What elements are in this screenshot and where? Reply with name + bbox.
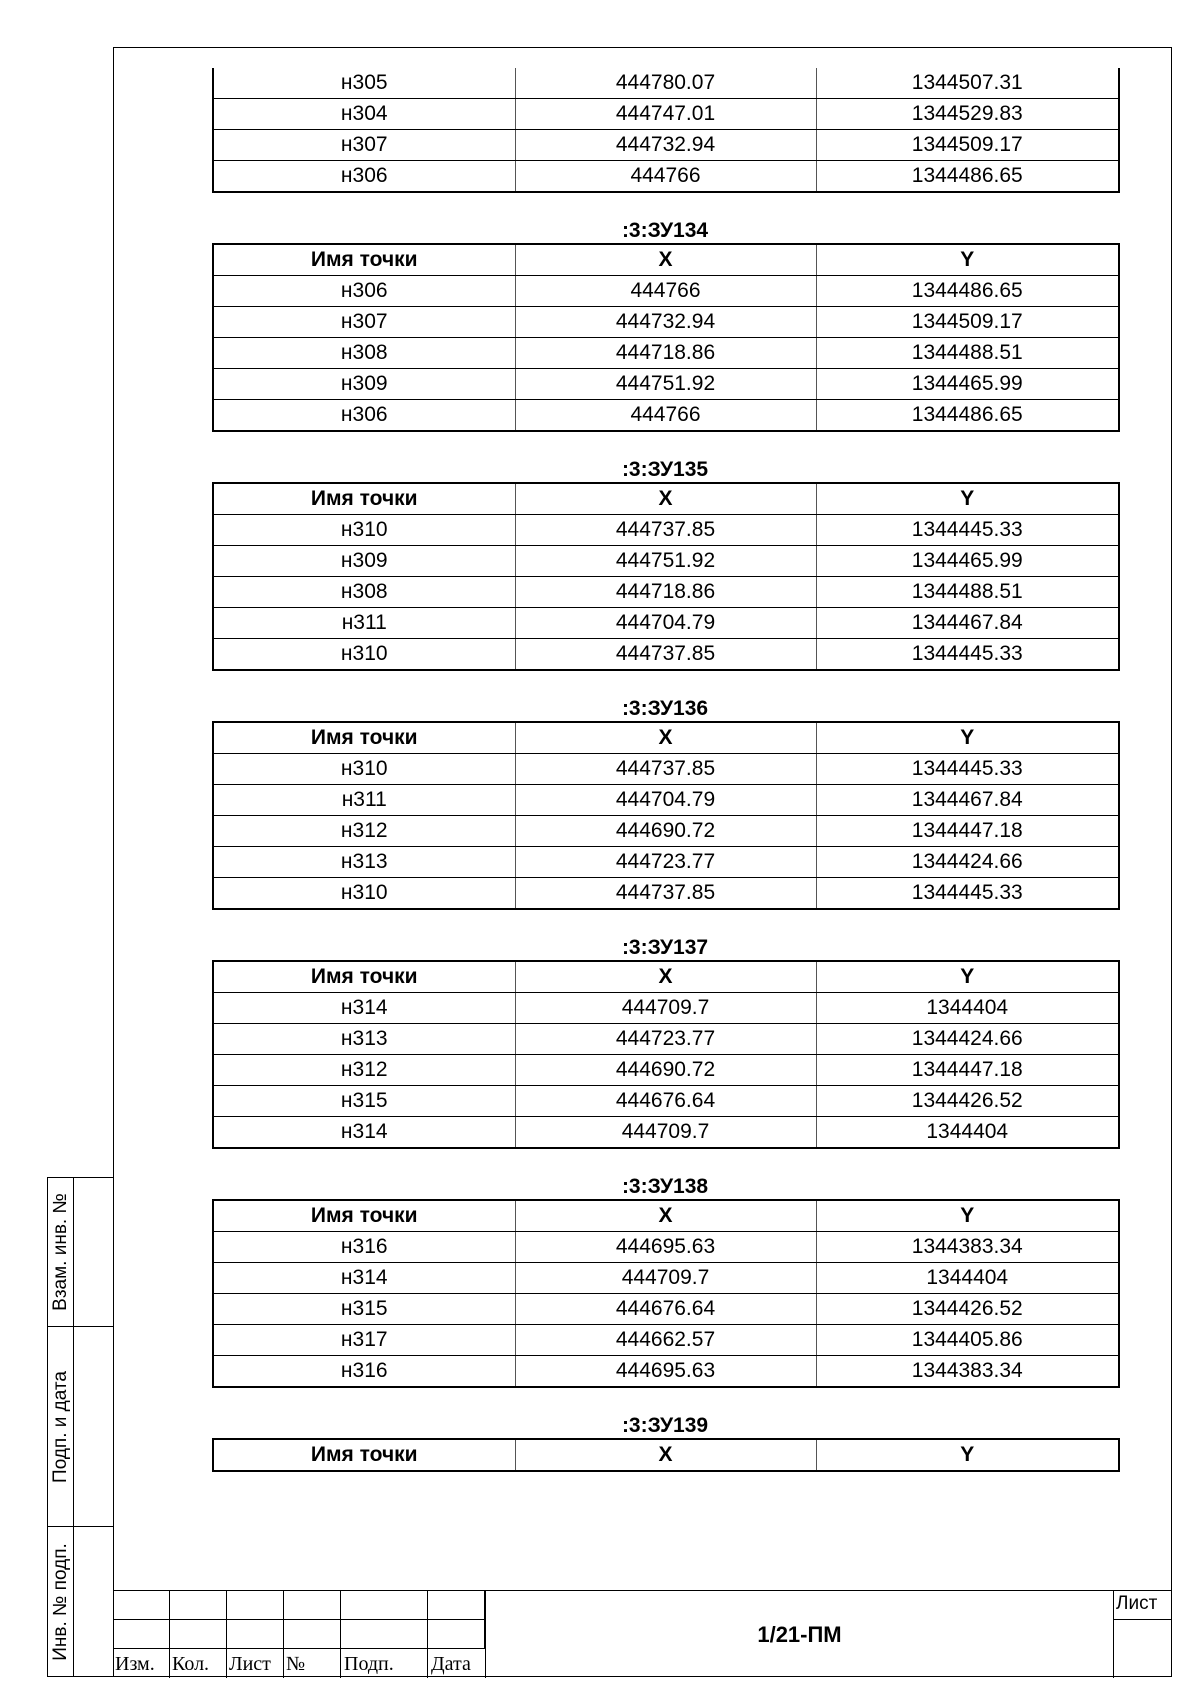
x-cell: 444766	[515, 400, 816, 432]
y-cell: 1344467.84	[816, 785, 1119, 816]
y-cell: 1344426.52	[816, 1086, 1119, 1117]
header-row	[213, 722, 1119, 754]
title-block-kol: Кол.	[172, 1653, 210, 1675]
y-cell: 1344445.33	[816, 878, 1119, 910]
parcel-block	[212, 458, 1118, 671]
point-name-cell: н310	[213, 639, 515, 671]
parcel-block	[212, 936, 1118, 1149]
y-cell: 1344467.84	[816, 608, 1119, 639]
y-header: Y	[816, 244, 1119, 276]
coordinates-table	[212, 1199, 1120, 1388]
point-name-cell: н312	[213, 816, 515, 847]
header-row	[213, 1439, 1119, 1471]
table-row	[213, 1325, 1119, 1356]
y-cell: 1344426.52	[816, 1294, 1119, 1325]
y-cell: 1344424.66	[816, 847, 1119, 878]
x-header: X	[515, 1200, 816, 1232]
y-cell: 1344488.51	[816, 577, 1119, 608]
title-block-list: Лист	[229, 1653, 271, 1675]
table-row	[213, 400, 1119, 432]
table-row	[213, 847, 1119, 878]
x-header: X	[515, 1439, 816, 1471]
point-name-cell: н315	[213, 1086, 515, 1117]
y-cell: 1344404	[816, 993, 1119, 1024]
parcel-title: :3:ЗУ137	[621, 936, 709, 959]
parcel-title: :3:ЗУ136	[621, 697, 709, 720]
parcel-title: :3:ЗУ138	[621, 1175, 709, 1198]
table-row	[213, 993, 1119, 1024]
point-name-cell: н305	[213, 68, 515, 99]
coordinates-table	[212, 960, 1120, 1149]
point-name-header: Имя точки	[213, 1200, 515, 1232]
parcel-blocks	[212, 219, 1118, 1472]
header-row	[213, 1200, 1119, 1232]
point-name-cell: н315	[213, 1294, 515, 1325]
y-cell: 1344509.17	[816, 307, 1119, 338]
x-cell: 444751.92	[515, 546, 816, 577]
x-cell: 444676.64	[515, 1086, 816, 1117]
title-block	[113, 1590, 1172, 1677]
title-block-grid	[113, 1591, 485, 1678]
x-cell: 444766	[515, 276, 816, 307]
point-name-cell: н314	[213, 1117, 515, 1149]
y-cell: 1344465.99	[816, 369, 1119, 400]
y-cell: 1344424.66	[816, 1024, 1119, 1055]
x-header: X	[515, 244, 816, 276]
point-name-cell: н306	[213, 161, 515, 193]
point-name-cell: н311	[213, 608, 515, 639]
x-cell: 444737.85	[515, 754, 816, 785]
point-name-cell: н309	[213, 369, 515, 400]
coordinates-content	[212, 68, 1118, 1472]
point-name-header: Имя точки	[213, 244, 515, 276]
parcel-block	[212, 219, 1118, 432]
table-row	[213, 1294, 1119, 1325]
x-cell: 444751.92	[515, 369, 816, 400]
table-row	[213, 515, 1119, 546]
parcel-block	[212, 697, 1118, 910]
x-cell: 444732.94	[515, 130, 816, 161]
title-block-num: №	[286, 1653, 306, 1675]
x-cell: 444695.63	[515, 1356, 816, 1388]
x-cell: 444737.85	[515, 878, 816, 910]
y-cell: 1344486.65	[816, 400, 1119, 432]
point-name-cell: н306	[213, 400, 515, 432]
point-name-cell: н307	[213, 130, 515, 161]
y-cell: 1344488.51	[816, 338, 1119, 369]
table-row	[213, 1024, 1119, 1055]
y-header: Y	[816, 961, 1119, 993]
side-stamp-inv	[47, 1527, 113, 1677]
table-row	[213, 1232, 1119, 1263]
x-cell: 444732.94	[515, 307, 816, 338]
x-cell: 444723.77	[515, 1024, 816, 1055]
y-cell: 1344509.17	[816, 130, 1119, 161]
y-cell: 1344529.83	[816, 99, 1119, 130]
point-name-cell: н304	[213, 99, 515, 130]
side-stamp-podp-label: Подп. и дата	[49, 1370, 71, 1483]
x-header: X	[515, 722, 816, 754]
title-block-podp: Подп.	[344, 1653, 394, 1675]
coordinates-table	[212, 1438, 1120, 1472]
x-cell: 444704.79	[515, 608, 816, 639]
parcel-title: :3:ЗУ135	[621, 458, 709, 481]
x-cell: 444718.86	[515, 577, 816, 608]
x-cell: 444676.64	[515, 1294, 816, 1325]
header-row	[213, 244, 1119, 276]
y-cell: 1344383.34	[816, 1356, 1119, 1388]
point-name-header: Имя точки	[213, 722, 515, 754]
x-header: X	[515, 961, 816, 993]
table-row	[213, 785, 1119, 816]
x-cell: 444709.7	[515, 1117, 816, 1149]
y-header: Y	[816, 722, 1119, 754]
point-name-cell: н314	[213, 993, 515, 1024]
y-cell: 1344383.34	[816, 1232, 1119, 1263]
y-cell: 1344445.33	[816, 639, 1119, 671]
x-cell: 444780.07	[515, 68, 816, 99]
point-name-cell: н310	[213, 878, 515, 910]
title-block-data: Дата	[431, 1653, 471, 1675]
point-name-header: Имя точки	[213, 961, 515, 993]
document-code: 1/21-ПМ	[485, 1591, 1113, 1678]
side-stamp-podp	[47, 1327, 113, 1527]
x-cell: 444737.85	[515, 639, 816, 671]
sheet-label: Лист	[1116, 1593, 1158, 1614]
x-cell: 444690.72	[515, 816, 816, 847]
x-cell: 444747.01	[515, 99, 816, 130]
point-name-header: Имя точки	[213, 483, 515, 515]
table-row	[213, 338, 1119, 369]
point-name-cell: н317	[213, 1325, 515, 1356]
title-block-izm: Изм.	[115, 1653, 155, 1675]
point-name-header: Имя точки	[213, 1439, 515, 1471]
table-row	[213, 577, 1119, 608]
parcel-block	[212, 1175, 1118, 1388]
table-row	[213, 68, 1119, 99]
parcel-block	[212, 1414, 1118, 1472]
table-row	[213, 130, 1119, 161]
parcel-title: :3:ЗУ139	[621, 1414, 709, 1437]
table-row	[213, 608, 1119, 639]
x-cell: 444704.79	[515, 785, 816, 816]
x-cell: 444709.7	[515, 993, 816, 1024]
point-name-cell: н309	[213, 546, 515, 577]
x-cell: 444723.77	[515, 847, 816, 878]
x-cell: 444690.72	[515, 1055, 816, 1086]
y-cell: 1344404	[816, 1117, 1119, 1149]
table-row	[213, 878, 1119, 910]
continued-table	[212, 68, 1120, 193]
point-name-cell: н316	[213, 1232, 515, 1263]
coordinates-table	[212, 482, 1120, 671]
y-cell: 1344486.65	[816, 161, 1119, 193]
point-name-cell: н313	[213, 847, 515, 878]
x-cell: 444766	[515, 161, 816, 193]
point-name-cell: н310	[213, 515, 515, 546]
y-cell: 1344507.31	[816, 68, 1119, 99]
x-cell: 444709.7	[515, 1263, 816, 1294]
y-cell: 1344465.99	[816, 546, 1119, 577]
point-name-cell: н307	[213, 307, 515, 338]
table-row	[213, 639, 1119, 671]
table-row	[213, 307, 1119, 338]
header-row	[213, 961, 1119, 993]
sheet-number-box	[1113, 1591, 1172, 1678]
table-row	[213, 1086, 1119, 1117]
y-cell: 1344404	[816, 1263, 1119, 1294]
table-row	[213, 276, 1119, 307]
x-cell: 444737.85	[515, 515, 816, 546]
header-row	[213, 483, 1119, 515]
point-name-cell: н312	[213, 1055, 515, 1086]
coordinates-table	[212, 243, 1120, 432]
point-name-cell: н311	[213, 785, 515, 816]
y-cell: 1344445.33	[816, 515, 1119, 546]
point-name-cell: н316	[213, 1356, 515, 1388]
table-row	[213, 546, 1119, 577]
parcel-title: :3:ЗУ134	[621, 219, 709, 242]
y-cell: 1344405.86	[816, 1325, 1119, 1356]
x-cell: 444718.86	[515, 338, 816, 369]
y-cell: 1344486.65	[816, 276, 1119, 307]
point-name-cell: н308	[213, 338, 515, 369]
table-row	[213, 816, 1119, 847]
table-row	[213, 1263, 1119, 1294]
table-row	[213, 754, 1119, 785]
side-stamp-inv-label: Инв. № подп.	[49, 1542, 71, 1661]
table-row	[213, 1117, 1119, 1149]
point-name-cell: н313	[213, 1024, 515, 1055]
y-header: Y	[816, 483, 1119, 515]
table-row	[213, 99, 1119, 130]
y-cell: 1344445.33	[816, 754, 1119, 785]
x-cell: 444662.57	[515, 1325, 816, 1356]
x-header: X	[515, 483, 816, 515]
y-cell: 1344447.18	[816, 1055, 1119, 1086]
y-header: Y	[816, 1439, 1119, 1471]
side-stamp-vzam	[47, 1177, 113, 1327]
point-name-cell: н310	[213, 754, 515, 785]
side-stamp-vzam-label: Взам. инв. №	[49, 1193, 71, 1311]
coordinates-table	[212, 721, 1120, 910]
table-row	[213, 369, 1119, 400]
y-cell: 1344447.18	[816, 816, 1119, 847]
point-name-cell: н314	[213, 1263, 515, 1294]
point-name-cell: н306	[213, 276, 515, 307]
table-row	[213, 1055, 1119, 1086]
x-cell: 444695.63	[515, 1232, 816, 1263]
table-row	[213, 1356, 1119, 1388]
table-row	[213, 161, 1119, 193]
y-header: Y	[816, 1200, 1119, 1232]
point-name-cell: н308	[213, 577, 515, 608]
